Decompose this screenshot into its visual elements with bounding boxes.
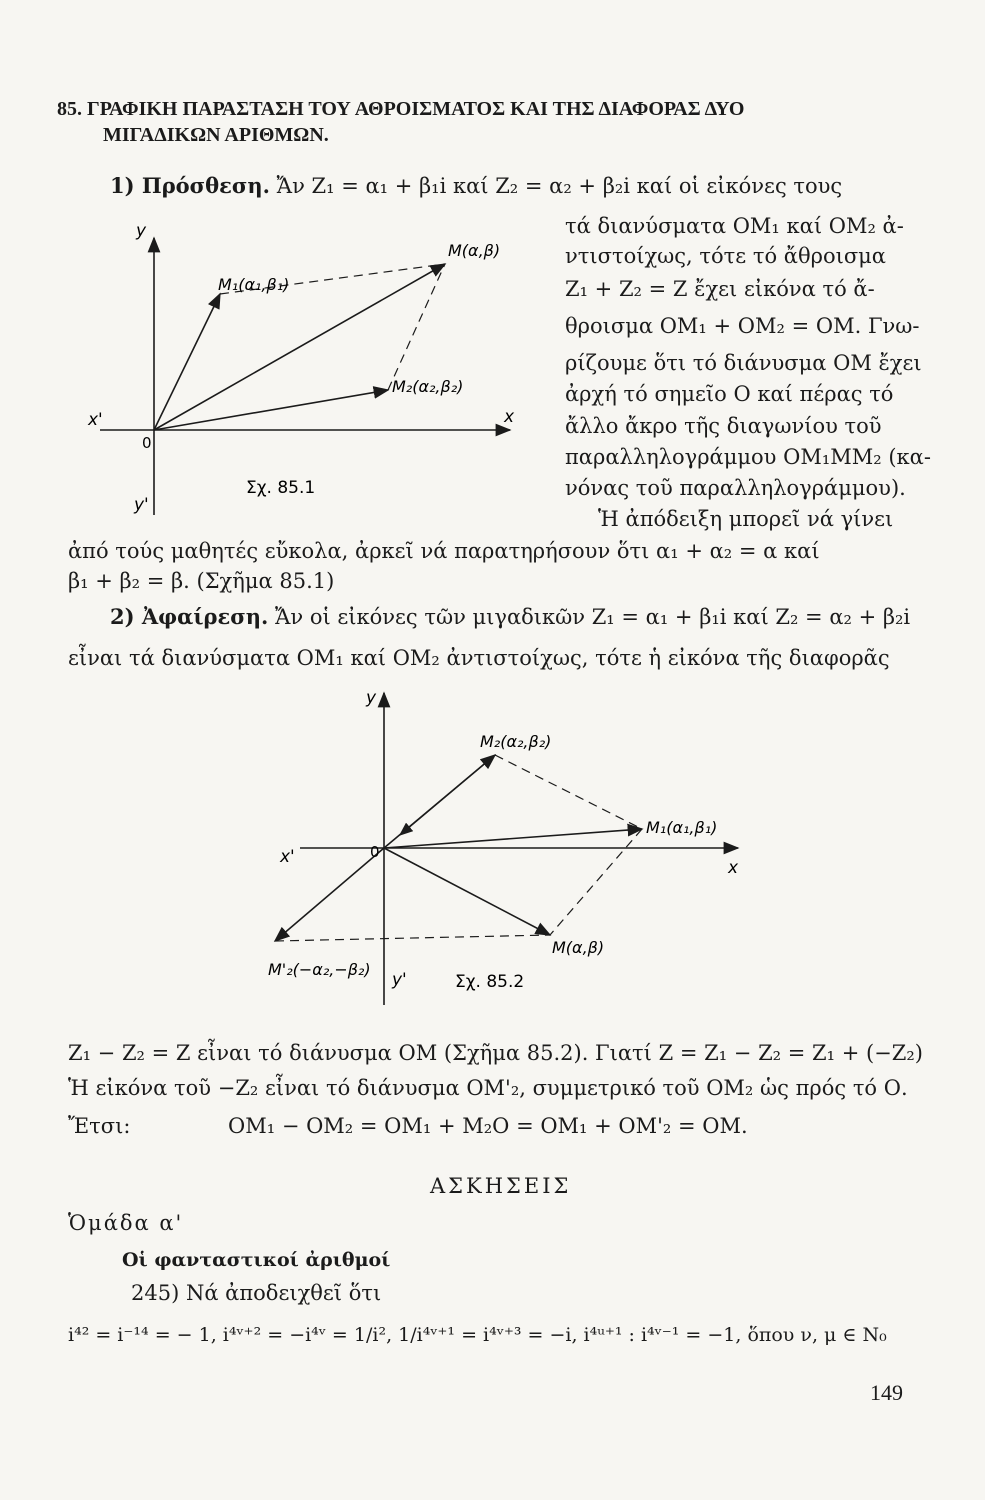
addition-right-5: ρίζουμε ὅτι τό διάνυσμα ΟΜ ἔχει: [565, 351, 922, 375]
fig1-label-m1: M₁(α₁,β₁): [218, 275, 290, 294]
fig1-label-m: M(α,β): [448, 241, 501, 260]
fig2-dashed-m2-m1: [495, 755, 642, 829]
fig1-caption: Σχ. 85.1: [246, 478, 316, 498]
addition-right-7: ἄλλο ἄκρο τῆς διαγωνίου τοῦ: [565, 414, 882, 438]
subtraction-heading: 2) Ἀφαίρεση.: [110, 604, 269, 629]
addition-right-6: ἀρχή τό σημεῖο Ο καί πέρας τό: [565, 382, 894, 406]
fig2-caption: Σχ. 85.2: [455, 972, 525, 992]
fig1-label-y: y: [136, 221, 147, 241]
addition-right-2: ντιστοίχως, τότε τό ἄθροισμα: [565, 244, 886, 268]
addition-right-1: τά διανύσματα ΟΜ₁ καί ΟΜ₂ ἀ-: [565, 214, 904, 238]
fig2-vector-om1: [384, 829, 642, 848]
section-title-line1: 85. ΓΡΑΦΙΚΗ ΠΑΡΑΣΤΑΣΗ ΤΟΥ ΑΘΡΟΙΣΜΑΤΟΣ ΚΑΙ ΤΗΣ ΔΙΑΦΟΡΑΣ ΔΥΟ: [57, 98, 745, 120]
addition-right-4: θροισμα ΟΜ₁ + ΟΜ₂ = ΟΜ. Γνω-: [565, 314, 920, 338]
addition-line-3: β₁ + β₂ = β. (Σχῆμα 85.1): [68, 569, 335, 593]
subtraction-etsi: Ἔτσι:: [68, 1114, 131, 1138]
figure-85-2: [260, 685, 760, 1020]
fig2-label-y: y: [366, 688, 377, 708]
subtraction-line-2: εἶναι τά διανύσματα ΟΜ₁ καί ΟΜ₂ ἀντιστοίχως, τότε ἡ εἰκόνα τῆς διαφορᾶς: [68, 646, 890, 670]
fig2-dashed-m2p-m: [275, 935, 550, 941]
fig2-label-o: 0: [370, 843, 380, 861]
fig2-label-m1: M₁(α₁,β₁): [646, 818, 718, 837]
fig2-dashed-m1-m: [550, 829, 642, 935]
fig2-vector-m2-to-o: [400, 755, 495, 835]
addition-first-line: [110, 173, 842, 199]
exercise-245: 245) Νά ἀποδειχθεῖ ὅτι: [131, 1281, 382, 1305]
addition-heading: 1) Πρόσθεση.: [110, 173, 270, 198]
addition-right-9: νόνας τοῦ παραλληλογράμμου).: [565, 476, 906, 500]
exercises-subtitle: Οἱ φανταστικοί ἀριθμοί: [122, 1249, 391, 1271]
fig1-vector-om1: [154, 294, 220, 430]
addition-line-1: Ἄν Z₁ = α₁ + β₁i καί Z₂ = α₂ + β₂i καί οἱ εἰκόνες τους: [276, 174, 843, 198]
fig2-label-x: x: [728, 858, 739, 878]
figure-85-1: [70, 220, 550, 530]
fig2-label-m: M(α,β): [552, 938, 605, 957]
fig1-label-xp: x': [88, 410, 103, 430]
subtraction-line-4: Ἡ εἰκόνα τοῦ −Z₂ εἶναι τό διάνυσμα ΟΜ'₂, συμμετρικό τοῦ ΟΜ₂ ὡς πρός τό Ο.: [68, 1076, 908, 1100]
addition-right-8: παραλληλογράμμου ΟΜ₁ΜΜ₂ (κα-: [565, 445, 931, 469]
fig2-vector-om: [384, 848, 550, 935]
fig2-label-m2p: M'₂(−α₂,−β₂): [268, 960, 371, 979]
fig1-label-o: 0: [142, 434, 152, 452]
fig1-dashed-m2-m: [388, 264, 445, 390]
fig2-label-xp: x': [280, 847, 295, 867]
fig1-label-yp: y': [134, 495, 149, 515]
exercises-title: ΑΣΚΗΣΕΙΣ: [430, 1174, 572, 1198]
fig1-label-m2: M₂(α₂,β₂): [392, 377, 464, 396]
fig2-label-yp: y': [392, 970, 407, 990]
exercise-245-formula: i⁴² = i⁻¹⁴ = − 1, i⁴ᵛ⁺² = −i⁴ᵛ = 1/i², 1/i⁴ᵛ⁺¹ = i⁴ᵛ⁺³ = −i, i⁴ᵘ⁺¹ : i⁴ᵛ⁻¹ = −1, ὅπου ν, μ ∈ N₀: [68, 1324, 887, 1346]
section-title-line2: ΜΙΓΑΔΙΚΩΝ ΑΡΙΘΜΩΝ.: [103, 124, 329, 146]
subtraction-formula: ΟΜ₁ − ΟΜ₂ = ΟΜ₁ + Μ₂Ο = ΟΜ₁ + ΟΜ'₂ = ΟΜ.: [228, 1114, 748, 1138]
subtraction-first-line: [110, 604, 910, 630]
subtraction-line-1: Ἄν οἱ εἰκόνες τῶν μιγαδικῶν Z₁ = α₁ + β₁i καί Z₂ = α₂ + β₂i: [274, 605, 911, 629]
addition-right-3: Z₁ + Z₂ = Z ἔχει εἰκόνα τό ἄ-: [565, 277, 875, 301]
addition-line-2: ἀπό τούς μαθητές εὔκολα, ἀρκεῖ νά παρατηρήσουν ὅτι α₁ + α₂ = α καί: [68, 539, 820, 563]
exercises-group: Ὁμάδα α': [68, 1211, 184, 1235]
page-number: 149: [870, 1380, 903, 1405]
subtraction-line-3: Z₁ − Z₂ = Z εἶναι τό διάνυσμα ΟΜ (Σχῆμα 85.2). Γιατί Z = Z₁ − Z₂ = Z₁ + (−Z₂): [68, 1041, 923, 1065]
fig1-label-x: x: [504, 407, 515, 427]
addition-right-10: Ἡ ἀπόδειξη μπορεῖ νά γίνει: [598, 507, 894, 531]
fig2-label-m2: M₂(α₂,β₂): [480, 732, 552, 751]
